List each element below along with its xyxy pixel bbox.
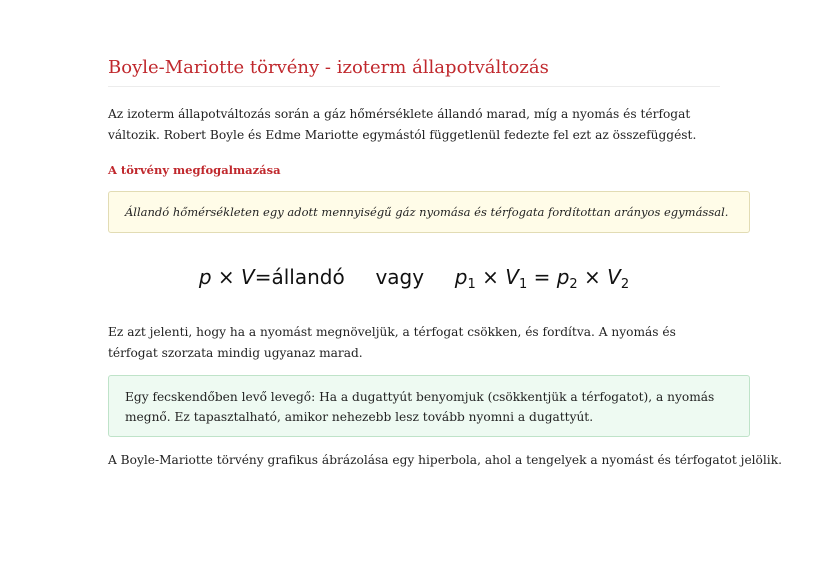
formula-equals: =: [254, 265, 272, 289]
formula-times-3: ×: [584, 265, 601, 289]
formula-times: ×: [217, 265, 235, 289]
formula-sub-2b: 2: [620, 277, 630, 292]
law-statement-text: Állandó hőmérsékleten egy adott mennyiségű gáz nyomása és térfogata fordítottan arányos egymással.: [125, 205, 729, 219]
formula-p: p: [198, 265, 212, 289]
formula-times-2: ×: [482, 265, 499, 289]
formula-equals-2: =: [533, 265, 551, 289]
formula-v1: V: [505, 265, 519, 289]
formula-or: vagy: [375, 265, 425, 289]
intro-paragraph: Az izoterm állapotváltozás során a gáz hőmérséklete állandó marad, míg a nyomás és térfogat változik. Robert Boyle és Edme Mariotte egymástól függetlenül fedezte fel ezt az összefüggést.: [108, 107, 697, 142]
formula-v2: V: [607, 265, 621, 289]
law-subheading: A törvény megfogalmazása: [108, 163, 281, 177]
graph-note-paragraph: A Boyle-Mariotte törvény grafikus ábrázolása egy hiperbola, ahol a tengelyek a nyomást és térfogatot jelölik.: [108, 453, 782, 467]
example-box: [108, 375, 750, 437]
formula-p2: p: [556, 265, 570, 289]
law-statement-box: [108, 191, 750, 233]
formula-v: V: [241, 265, 255, 289]
formula-p1: p: [454, 265, 468, 289]
formula-sub-1: 1: [467, 277, 476, 292]
formula: [108, 262, 720, 292]
formula-sub-1b: 1: [518, 277, 528, 292]
formula-constant: állandó: [271, 265, 345, 289]
page-title: Boyle-Mariotte törvény - izoterm állapotváltozás: [108, 56, 720, 87]
formula-sub-2: 2: [569, 277, 578, 292]
example-text: Egy fecskendőben levő levegő: Ha a dugattyút benyomjuk (csökkentjük a térfogatot), a nyomás megnő. Ez tapasztalható, amikor nehezebb lesz tovább nyomni a dugattyút.: [125, 390, 715, 424]
explanation-paragraph: Ez azt jelenti, hogy ha a nyomást megnöveljük, a térfogat csökken, és fordítva. A nyomás és térfogat szorzata mindig ugyanaz marad.: [108, 325, 676, 360]
